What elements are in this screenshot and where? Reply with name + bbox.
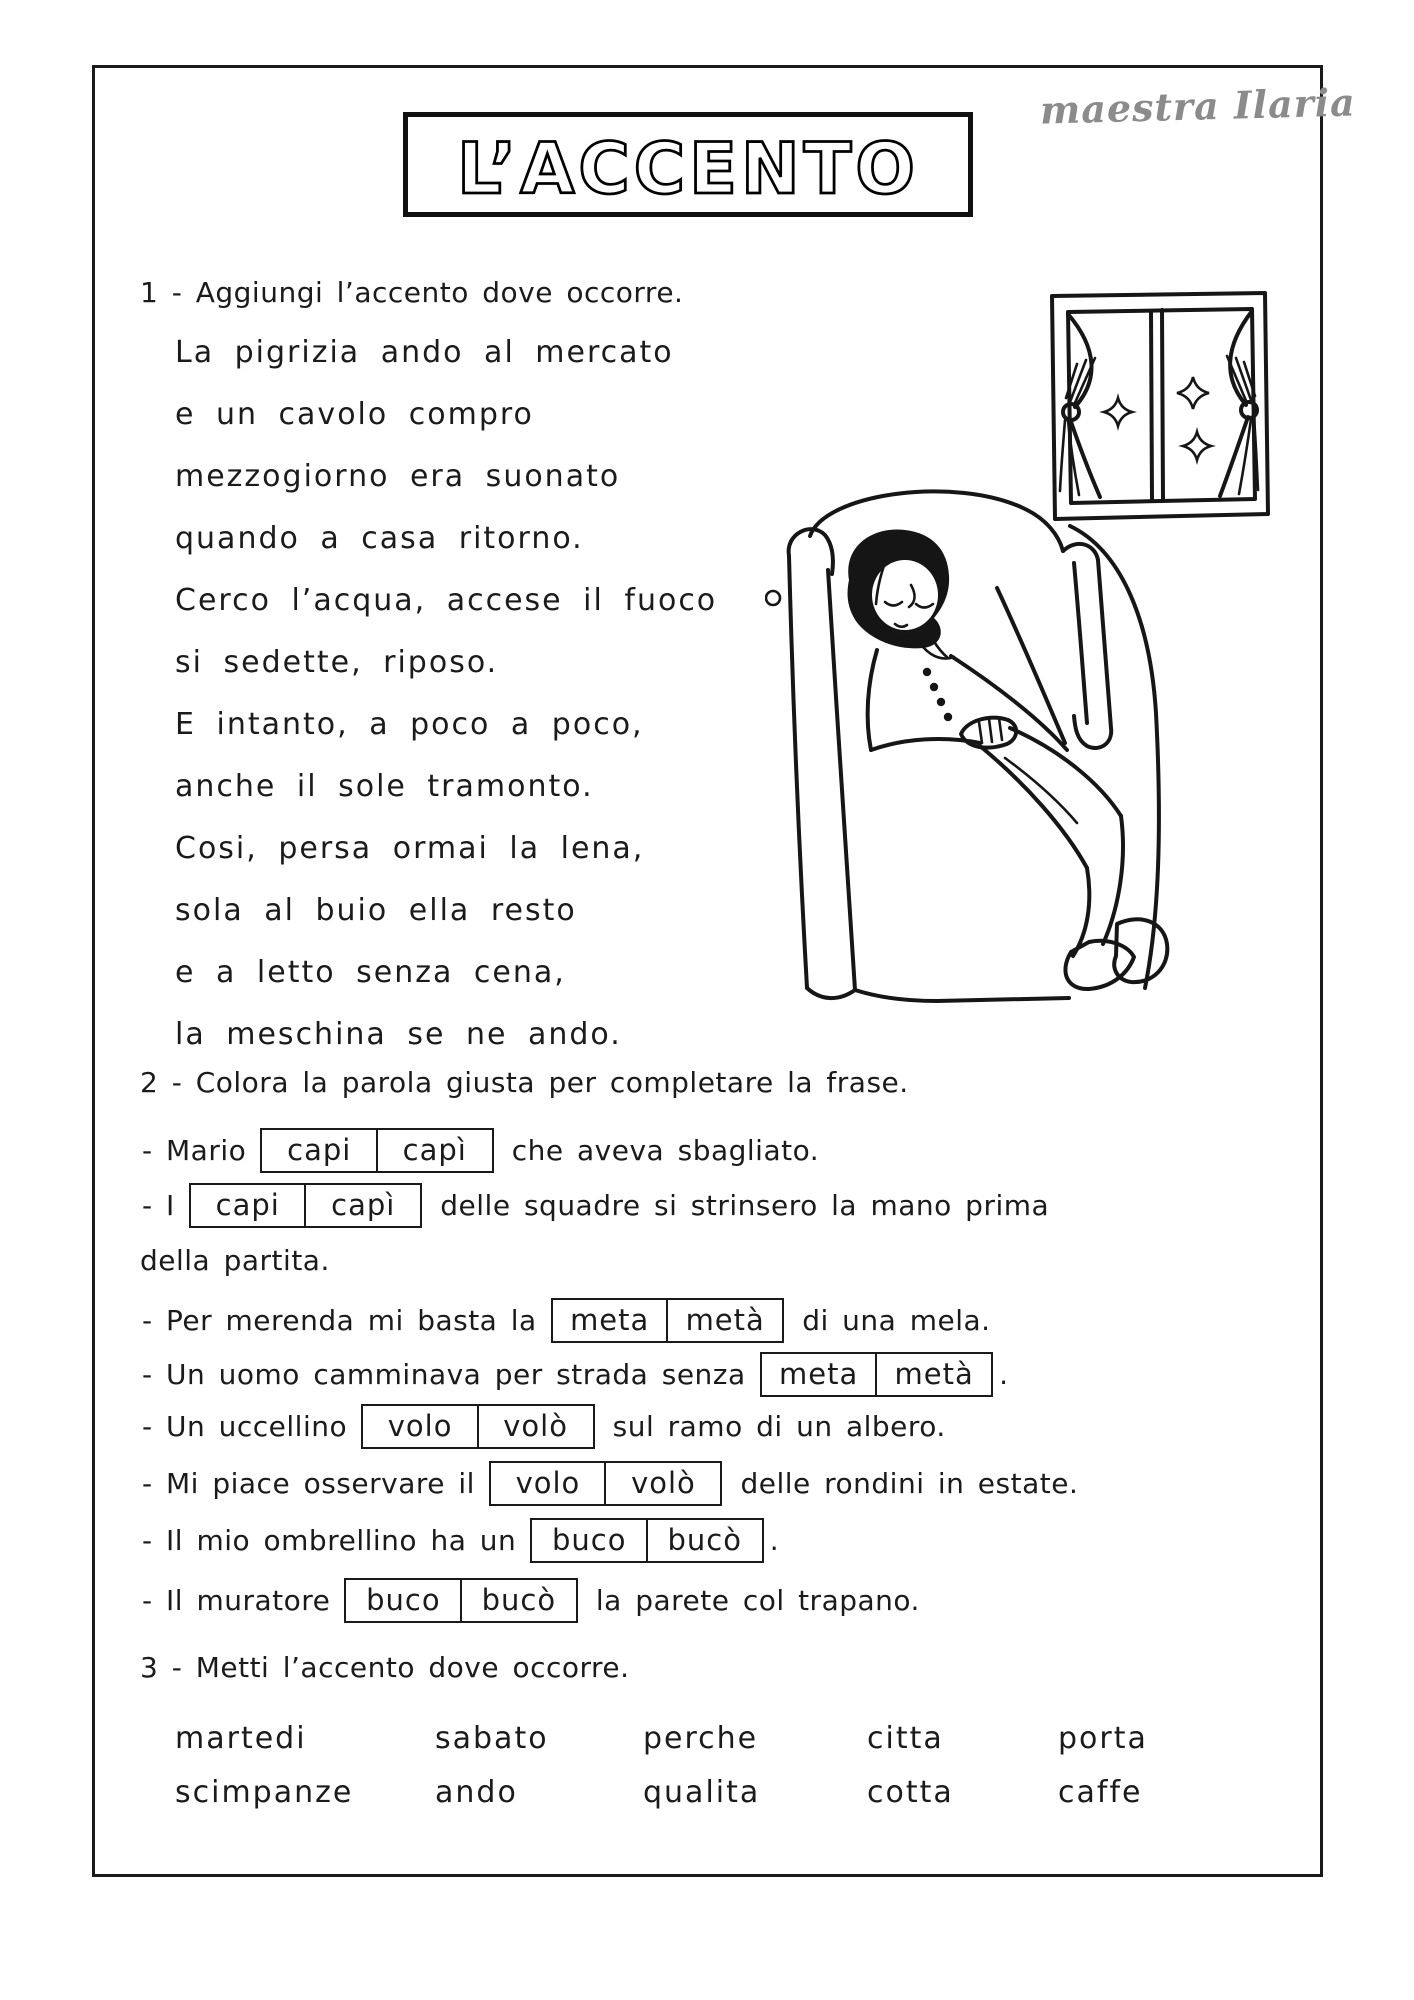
sentence-row (142, 1458, 1078, 1508)
accent-word: scimpanze (175, 1775, 354, 1810)
exercise2-heading: 2 - Colora la parola giusta per completare la frase. (140, 1066, 909, 1099)
word-option-box[interactable]: volo (361, 1404, 479, 1449)
word-option-box[interactable]: metà (875, 1352, 993, 1397)
poem-line: e un cavolo compro (175, 397, 534, 432)
poem-line: quando a casa ritorno. (175, 521, 584, 556)
author-credit: maestra Ilaria (1039, 79, 1357, 133)
sparkle-icon (1104, 377, 1211, 460)
poem-line: e a letto senza cena, (175, 955, 566, 990)
armchair-person-drawing (766, 491, 1167, 1001)
sentence-pre: - Per merenda mi basta la (142, 1303, 537, 1337)
word-option-pair (260, 1128, 494, 1173)
snore-dot-icon (766, 591, 780, 605)
word-option-box[interactable]: meta (551, 1298, 669, 1343)
word-option-box[interactable]: bucò (646, 1518, 764, 1563)
word-option-pair (189, 1183, 423, 1228)
poem-line: La pigrizia ando al mercato (175, 335, 674, 370)
poem-line: E intanto, a poco a poco, (175, 707, 644, 742)
sentence-pre: - I (142, 1188, 175, 1222)
accent-word: caffe (1058, 1775, 1143, 1810)
poem-line: la meschina se ne ando. (175, 1017, 622, 1052)
poem (175, 322, 717, 1066)
sentence-row (142, 1295, 991, 1345)
word-option-box[interactable]: metà (666, 1298, 784, 1343)
accent-word: sabato (435, 1721, 549, 1756)
poem-line: si sedette, riposo. (175, 645, 499, 680)
word-option-box[interactable]: capì (376, 1128, 494, 1173)
title-box (403, 112, 973, 217)
sentence-post: di una mela. (802, 1303, 991, 1337)
sleeping-scene-illustration (765, 288, 1290, 1070)
sentence-continuation: della partita. (140, 1243, 330, 1277)
word-option-box[interactable]: capì (304, 1183, 422, 1228)
word-option-pair (361, 1404, 595, 1449)
accent-word: cotta (867, 1775, 954, 1810)
word-option-pair (760, 1352, 994, 1397)
accent-word: qualita (643, 1775, 761, 1810)
sentence-pre: - Un uomo camminava per strada senza (142, 1357, 746, 1391)
page-title: L’ACCENTO (457, 128, 919, 210)
sentence-row (142, 1401, 946, 1451)
word-option-box[interactable]: volò (477, 1404, 595, 1449)
poem-line: Cerco l’acqua, accese il fuoco (175, 583, 718, 618)
sentence-pre: - Mi piace osservare il (142, 1466, 475, 1500)
word-option-box[interactable]: buco (344, 1578, 462, 1623)
sentence-post: delle squadre si strinsero la mano prima (440, 1188, 1050, 1222)
accent-word: ando (435, 1775, 518, 1810)
accent-word: porta (1058, 1721, 1148, 1756)
accent-word: martedi (175, 1721, 307, 1756)
sentence-post: sul ramo di un albero. (612, 1409, 946, 1443)
sentence-pre: - Il mio ombrellino ha un (142, 1523, 517, 1557)
poem-line: sola al buio ella resto (175, 893, 577, 928)
poem-line: Cosi, persa ormai la lena, (175, 831, 645, 866)
title-art (408, 117, 968, 212)
sentence-post: delle rondini in estate. (740, 1466, 1079, 1500)
sentence-row (142, 1515, 779, 1565)
word-option-box[interactable]: volò (604, 1461, 722, 1506)
sentence-pre: - Un uccellino (142, 1409, 348, 1443)
sentence-pre: - Il muratore (142, 1583, 331, 1617)
sentence-pre: - Mario (142, 1133, 247, 1167)
sentence-row (142, 1125, 819, 1175)
sentence-post: . (769, 1523, 780, 1557)
sentence-row (142, 1349, 1009, 1399)
poem-line: mezzogiorno era suonato (175, 459, 621, 494)
word-option-box[interactable]: meta (760, 1352, 878, 1397)
word-option-box[interactable]: capi (260, 1128, 378, 1173)
word-option-pair (489, 1461, 723, 1506)
window-icon (1052, 293, 1268, 519)
sentence-row (142, 1180, 1049, 1230)
word-option-box[interactable]: bucò (460, 1578, 578, 1623)
curtain-left-icon (1060, 314, 1100, 497)
accent-word: citta (867, 1721, 944, 1756)
accent-word: perche (643, 1721, 759, 1756)
exercise1-heading: 1 - Aggiungi l’accento dove occorre. (140, 276, 684, 309)
exercise3-heading: 3 - Metti l’accento dove occorre. (140, 1651, 630, 1684)
word-option-pair (344, 1578, 578, 1623)
word-option-pair (530, 1518, 764, 1563)
sentence-post: la parete col trapano. (595, 1583, 920, 1617)
word-option-box[interactable]: capi (189, 1183, 307, 1228)
sentence-post: che aveva sbagliato. (511, 1133, 820, 1167)
word-option-box[interactable]: buco (530, 1518, 648, 1563)
sentence-post: . (999, 1357, 1009, 1391)
sentence-row (142, 1575, 920, 1625)
word-option-box[interactable]: volo (489, 1461, 607, 1506)
poem-line: anche il sole tramonto. (175, 769, 594, 804)
word-option-pair (551, 1298, 785, 1343)
